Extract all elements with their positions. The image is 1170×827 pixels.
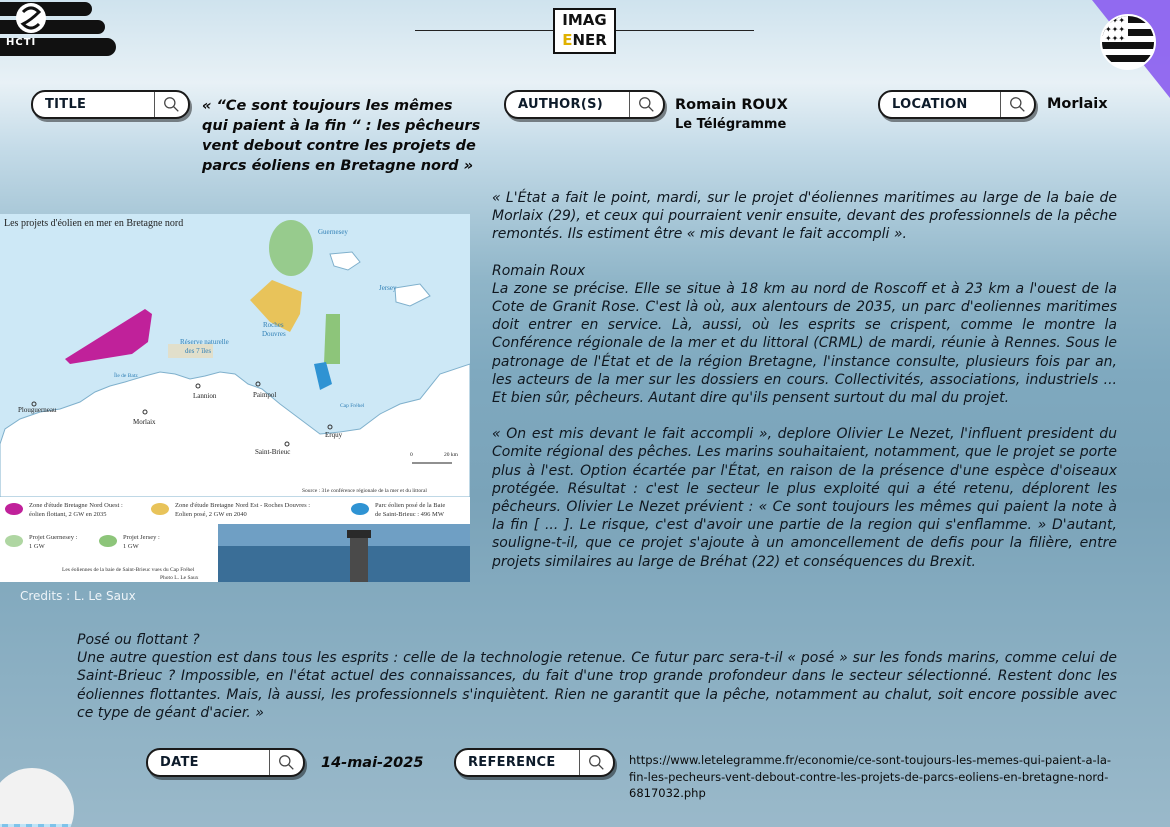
label-morlaix: Morlaix xyxy=(133,418,156,426)
article-subheading: Posé ou flottant ? xyxy=(77,632,200,648)
authors-search-button[interactable] xyxy=(629,92,663,117)
photo-caption-1: Les éoliennes de la baie de Saint-Brieuc vues du Cap Fréhel xyxy=(62,567,195,573)
legend-1b: éolien flottant, 2 GW en 2035 xyxy=(29,511,107,518)
legend-swatch-green-2 xyxy=(99,535,117,547)
reference-label xyxy=(454,748,615,777)
label-ile-batz: Île de Batz xyxy=(114,373,138,379)
label-guernesey: Guernesey xyxy=(318,228,348,236)
legend-1a: Zone d'étude Bretagne Nord Ouest : xyxy=(29,502,123,509)
date-label-text: DATE xyxy=(160,755,199,770)
article-body-bottom xyxy=(77,631,1117,722)
legend-swatch-green-1 xyxy=(5,535,23,547)
scale-zero: 0 xyxy=(410,452,413,458)
article-paragraph-4: Une autre question est dans tous les esprits : celle de la technologie retenue. Ce futur parc sera-t-il « posé » sur les fonds marins, comme celui de Saint-Brieuc ? Impossible, en l'état actuel des connaissances, du fait d'une trop grande profondeur dans le secteur sélectionné. Restent donc les éoliennes flottantes. Mais, là aussi, les professionnels s'inquiètent. Rien ne garantit que la pêche, notamment au chalut, soit encore possible avec ce type de géant d'acier. » xyxy=(77,650,1117,721)
label-roches: Roches xyxy=(263,321,284,329)
legend-4b: 1 GW xyxy=(29,543,45,550)
title-label xyxy=(31,90,190,119)
brand-line-left xyxy=(415,30,553,31)
legend-swatch-yellow xyxy=(151,503,169,515)
brand-rest: NER xyxy=(572,31,607,49)
zone-guernesey-project xyxy=(269,220,313,276)
map-title: Les projets d'éolien en mer en Bretagne nord xyxy=(4,218,184,229)
map-source: Source : 31e conférence régionale de la mer et du littoral xyxy=(302,488,427,494)
search-icon xyxy=(588,754,605,771)
date-search-button[interactable] xyxy=(269,750,303,775)
legend-2b: Eolien posé, 2 GW en 2040 xyxy=(175,511,247,518)
brand-e: E xyxy=(562,31,573,49)
legend-swatch-magenta xyxy=(5,503,23,515)
legend-3b: de Saint-Brieuc : 496 MW xyxy=(375,511,444,518)
location-label-text: LOCATION xyxy=(892,97,968,112)
location-label xyxy=(878,90,1036,119)
brand-line-right xyxy=(616,30,754,31)
label-douvres: Douvres xyxy=(262,330,286,338)
label-reserve-2: des 7 îles xyxy=(185,347,212,355)
label-lannion: Lannion xyxy=(193,392,217,400)
logo-text: HCTI xyxy=(6,37,37,48)
label-plouguerneau: Plouguerneau xyxy=(18,406,57,414)
brand-top: IMAG xyxy=(562,11,607,29)
label-reserve-1: Réserve naturelle xyxy=(180,338,229,346)
legend-2a: Zone d'étude Bretagne Nord Est - Roches Douvres : xyxy=(175,502,311,509)
breton-flag-icon: ✦✦✦ ✦✦✦ ✦✦✦ xyxy=(1100,14,1156,70)
reference-url[interactable]: https://www.letelegramme.fr/economie/ce-sont-toujours-les-memes-qui-paient-a-la-fin-les-pecheurs-vent-debout-contre-les-projets-de-parcs-eoliens-en-bretagne-nord-6817032.php xyxy=(629,753,1112,800)
hcti-emblem-icon xyxy=(14,0,48,36)
article-paragraph-1: « L'État a fait le point, mardi, sur le projet d'éoliennes maritimes au large de la baie de Morlaix (29), et ceux qui pourraient venir ensuite, devant des professionnels de la pêche remontés. Ils estiment être « mis devant le fait accompli ». xyxy=(492,190,1117,243)
authors-label-text: AUTHOR(S) xyxy=(518,97,603,112)
author-block xyxy=(675,96,788,134)
photo-caption-2: Photo L. Le Saux xyxy=(160,575,199,581)
article-title: « “Ce sont toujours les mêmes qui paient à la fin “ : les pêcheurs vent debout contre les projets de parcs éoliens en Bretagne nord » xyxy=(202,98,481,174)
date-label xyxy=(146,748,305,777)
legend-3a: Parc éolien posé de la Baie xyxy=(375,502,446,509)
search-icon xyxy=(1009,96,1026,113)
map-figure xyxy=(0,214,470,582)
reference-search-button[interactable] xyxy=(579,750,613,775)
title-search-button[interactable] xyxy=(154,92,188,117)
hcti-logo xyxy=(0,0,118,58)
label-saint-brieuc: Saint-Brieuc xyxy=(255,448,291,456)
imagener-logo xyxy=(553,8,616,54)
search-icon xyxy=(163,96,180,113)
harbour-illustration-icon xyxy=(0,768,74,827)
legend-5a: Projet Jersey : xyxy=(123,534,160,541)
reference-label-text: REFERENCE xyxy=(468,755,556,770)
image-credits: Credits : L. Le Saux xyxy=(20,589,136,603)
article-paragraph-2: La zone se précise. Elle se situe à 18 km au nord de Roscoff et à 23 km a l'ouest de la Cote de Granit Rose. C'est là où, aux alentours de 2035, un parc d'eoliennes maritimes doit entrer en service. Là, aussi, où les esprits se crispent, comme le montre la Conférence régionale de la mer et du littoral (CRML) de mardi, réunie à Rennes. Sous le patronage de l'État et de la région Bretagne, l'instance consulte, plusieurs fois par an, les acteurs de la mer sur les dossiers en cours. Collectivités, associations, industriels ... Et bien sûr, pêcheurs. Autant dire qu'ils pensent surtout du mal du projet. xyxy=(492,280,1117,407)
label-cap-frehel: Cap Fréhel xyxy=(340,403,365,409)
author-name: Romain ROUX xyxy=(675,97,788,113)
label-jersey: Jersey xyxy=(379,284,397,292)
scale-20km: 20 km xyxy=(444,452,458,458)
legend-5b: 1 GW xyxy=(123,543,139,550)
search-icon xyxy=(638,96,655,113)
location-value: Morlaix xyxy=(1047,96,1108,112)
article-author-line: Romain Roux xyxy=(492,262,586,279)
article-body xyxy=(492,189,1117,589)
article-paragraph-3: « On est mis devant le fait accompli », deplore Olivier Le Nezet, l'influent president du Comite régional des pêches. Les marins souhaitaient, notamment, que le projet se porte plus à l'est. Option écartée par l'État, en raison de la présence d'une espèce d'oiseaux protégée. Résultat : c'est le secteur le plus exploité qui a été retenu, déplorent les pêcheurs. Olivier Le Nezet prévient : « Ce sont toujours les mêmes qui paient la note à la fin [ ... ]. Le risque, c'est d'avoir une partie de la region qui s'enflamme. » D'autant, souligne-t-il, que ce projet s'ajoute à un amoncellement de defis pour la filière, entre projets similaires au large de Bréhat (22) et conséquences du Brexit. xyxy=(492,426,1117,570)
date-value: 14-mai-2025 xyxy=(321,755,424,771)
publication-name: Le Télégramme xyxy=(675,117,787,132)
authors-label xyxy=(504,90,665,119)
label-paimpol: Paimpol xyxy=(253,391,277,399)
location-search-button[interactable] xyxy=(1000,92,1034,117)
legend-4a: Projet Guernesey : xyxy=(29,534,78,541)
legend-swatch-blue xyxy=(351,503,369,515)
title-label-text: TITLE xyxy=(45,97,87,112)
search-icon xyxy=(278,754,295,771)
zone-jersey-project xyxy=(324,314,340,364)
label-erquy: Erquy xyxy=(325,431,343,439)
